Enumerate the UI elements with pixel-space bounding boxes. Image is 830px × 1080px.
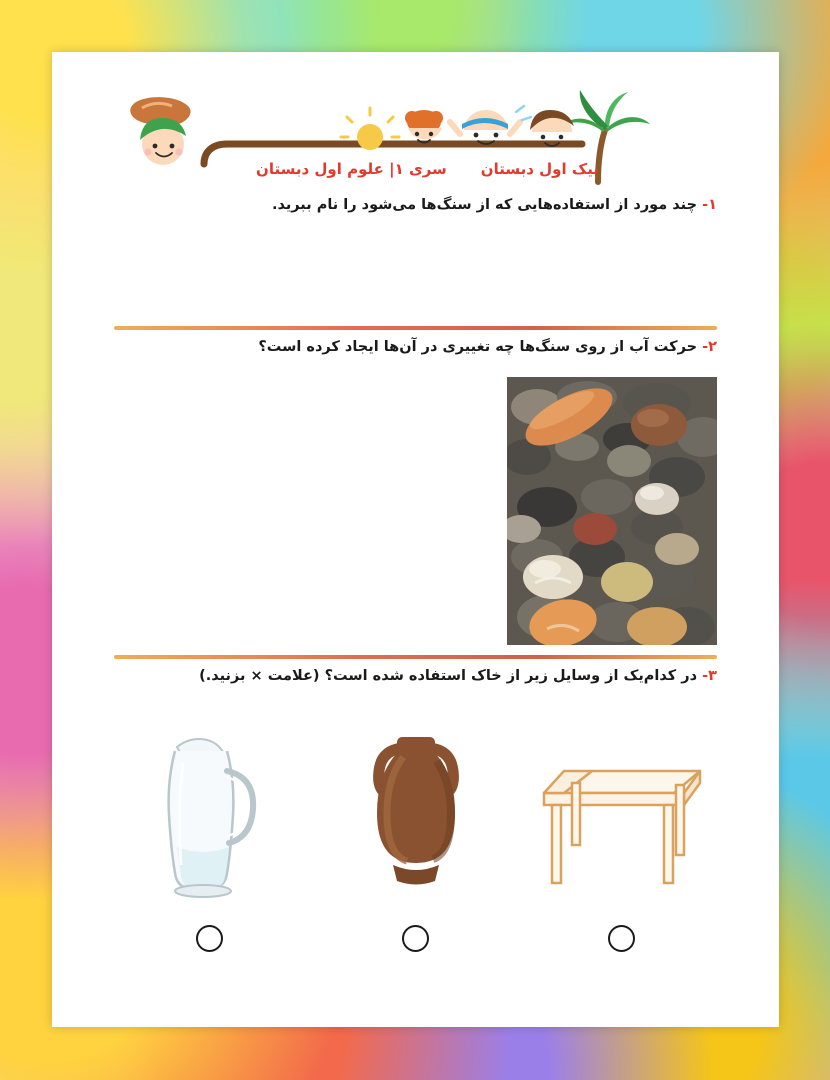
answer-circle-clay-jar[interactable]: [402, 925, 429, 952]
header-banner: [112, 82, 719, 192]
question-2: [114, 334, 717, 646]
question-3-number: ۳-: [702, 668, 717, 685]
series-title: پیک اول دبستان: [480, 160, 599, 178]
option-clay-jar: [316, 727, 516, 907]
answer-circle-table[interactable]: [608, 925, 635, 952]
banner-titles: [112, 160, 719, 178]
answer-circles-row: [107, 925, 724, 952]
divider-2: [114, 655, 717, 659]
child-face-1: [405, 110, 443, 143]
clay-jar-icon: [341, 727, 491, 907]
question-1: [114, 192, 717, 220]
answer-cell-2: [316, 925, 516, 952]
answer-space-1: [52, 220, 779, 316]
child-face-2: [450, 106, 531, 144]
wooden-table-icon: [534, 747, 709, 907]
question-1-text: چند مورد از استفاده‌هایی که از سنگ‌ها می‌شود را نام ببرید.: [271, 197, 698, 213]
glass-pitcher-icon: [135, 727, 285, 907]
divider-1: [114, 326, 717, 330]
child-with-jar: [130, 97, 190, 165]
rocks-photo: [507, 377, 717, 645]
question-3: [114, 663, 717, 691]
rocks-photo-illustration: [507, 377, 717, 645]
subject-title: سری ۱| علوم اول دبستان: [256, 160, 447, 178]
option-pitcher: [110, 727, 310, 907]
answer-cell-1: [110, 925, 310, 952]
worksheet-page: [52, 52, 779, 1027]
question-2-text: حرکت آب از روی سنگ‌ها چه تغییری در آن‌ها ایجاد کرده است؟: [258, 338, 698, 355]
question-1-number: ۱-: [702, 197, 717, 213]
answer-circle-pitcher[interactable]: [196, 925, 223, 952]
question-2-number: ۲-: [702, 338, 717, 355]
options-row: [107, 717, 724, 907]
answer-cell-3: [521, 925, 721, 952]
option-table: [521, 727, 721, 907]
question-3-text: در کدام‌یک از وسایل زیر از خاک استفاده شده است؟ (علامت × بزنید.): [199, 668, 698, 685]
